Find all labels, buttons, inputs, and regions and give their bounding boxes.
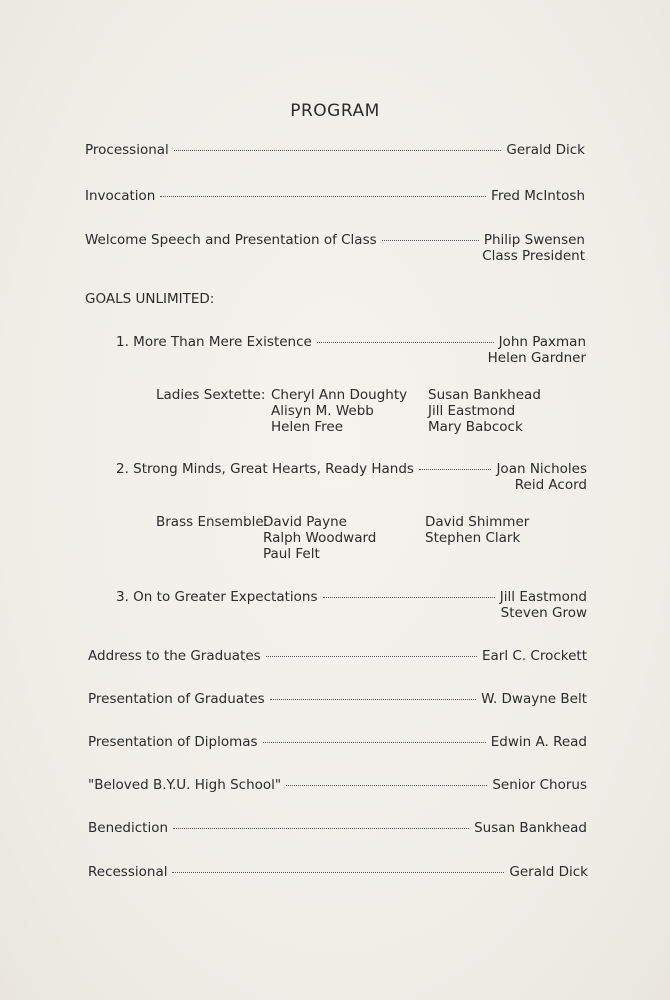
- program-line-welcome: [85, 232, 585, 248]
- dot-leader: [263, 742, 486, 743]
- item-subtitle: Steven Grow: [500, 605, 587, 621]
- item-label: 3. On to Greater Expectations: [116, 589, 318, 605]
- ensemble-column-1: [271, 387, 407, 435]
- item-name: Earl C. Crockett: [482, 648, 587, 664]
- ensemble-member: Mary Babcock: [428, 419, 523, 435]
- item-subtitle: Reid Acord: [514, 477, 587, 493]
- item-label: Presentation of Diplomas: [88, 734, 258, 750]
- item-label: Invocation: [85, 188, 156, 204]
- ensemble-member: David Shimmer: [425, 514, 530, 530]
- item-label: Address to the Graduates: [88, 648, 261, 664]
- dot-leader: [323, 597, 495, 598]
- item-name: W. Dwayne Belt: [481, 691, 587, 707]
- item-label: 1. More Than Mere Existence: [116, 334, 312, 350]
- program-line-processional: [85, 142, 585, 158]
- program-line-school-song: [88, 777, 587, 793]
- item-label: Processional: [85, 142, 169, 158]
- ensemble-member: Susan Bankhead: [428, 387, 541, 403]
- dot-leader: [317, 342, 494, 343]
- dot-leader: [160, 196, 486, 197]
- program-line-address: [88, 648, 587, 664]
- ensemble-member: Cheryl Ann Doughty: [271, 387, 408, 403]
- ensemble-member: David Payne: [263, 514, 347, 530]
- ensemble-member: Alisyn M. Webb: [271, 403, 374, 419]
- dot-leader: [286, 785, 487, 786]
- item-label: Welcome Speech and Presentation of Class: [85, 232, 377, 248]
- item-name: Senior Chorus: [492, 777, 587, 793]
- item-name: Jill Eastmond: [499, 589, 587, 605]
- dot-leader: [382, 240, 479, 241]
- program-line-presentation-diplomas: [88, 734, 587, 750]
- item-label: "Beloved B.Y.U. High School": [88, 777, 282, 793]
- item-label: 2. Strong Minds, Great Hearts, Ready Hands: [116, 461, 414, 477]
- program-line-invocation: [85, 188, 585, 204]
- program-line-benediction: [88, 820, 587, 836]
- goal-line-3: [116, 589, 587, 605]
- item-name: Gerald Dick: [506, 142, 585, 158]
- item-label: Recessional: [88, 864, 168, 880]
- program-line-presentation-graduates: [88, 691, 587, 707]
- item-subtitle: Helen Gardner: [487, 350, 586, 366]
- item-name: Fred McIntosh: [491, 188, 585, 204]
- ensemble-column-2: [428, 387, 541, 435]
- page-title: PROGRAM: [290, 101, 380, 121]
- item-name: Philip Swensen: [483, 232, 585, 248]
- dot-leader: [266, 656, 477, 657]
- dot-leader: [173, 828, 469, 829]
- ensemble-label: Brass Ensemble:: [156, 514, 269, 530]
- item-label: Benediction: [88, 820, 169, 836]
- ensemble-column-2: [425, 514, 529, 546]
- dot-leader: [270, 699, 476, 700]
- ensemble-member: Jill Eastmond: [428, 403, 516, 419]
- ensemble-column-1: [263, 514, 376, 562]
- ensemble-member: Ralph Woodward: [263, 530, 377, 546]
- goal-line-2: [116, 461, 587, 477]
- ensemble-member: Helen Free: [271, 419, 344, 435]
- item-name: Joan Nicholes: [496, 461, 587, 477]
- dot-leader: [174, 150, 502, 151]
- dot-leader: [172, 872, 504, 873]
- item-subtitle: Class President: [482, 248, 585, 264]
- item-name: Gerald Dick: [509, 864, 588, 880]
- ensemble-label: Ladies Sextette:: [156, 387, 266, 403]
- program-line-recessional: [88, 864, 588, 880]
- ensemble-member: Stephen Clark: [425, 530, 521, 546]
- item-name: Susan Bankhead: [474, 820, 587, 836]
- item-name: Edwin A. Read: [490, 734, 587, 750]
- section-heading: GOALS UNLIMITED:: [85, 291, 215, 307]
- item-label: Presentation of Graduates: [88, 691, 265, 707]
- goal-line-1: [116, 334, 586, 350]
- dot-leader: [419, 469, 491, 470]
- ensemble-member: Paul Felt: [263, 546, 320, 562]
- item-name: John Paxman: [498, 334, 586, 350]
